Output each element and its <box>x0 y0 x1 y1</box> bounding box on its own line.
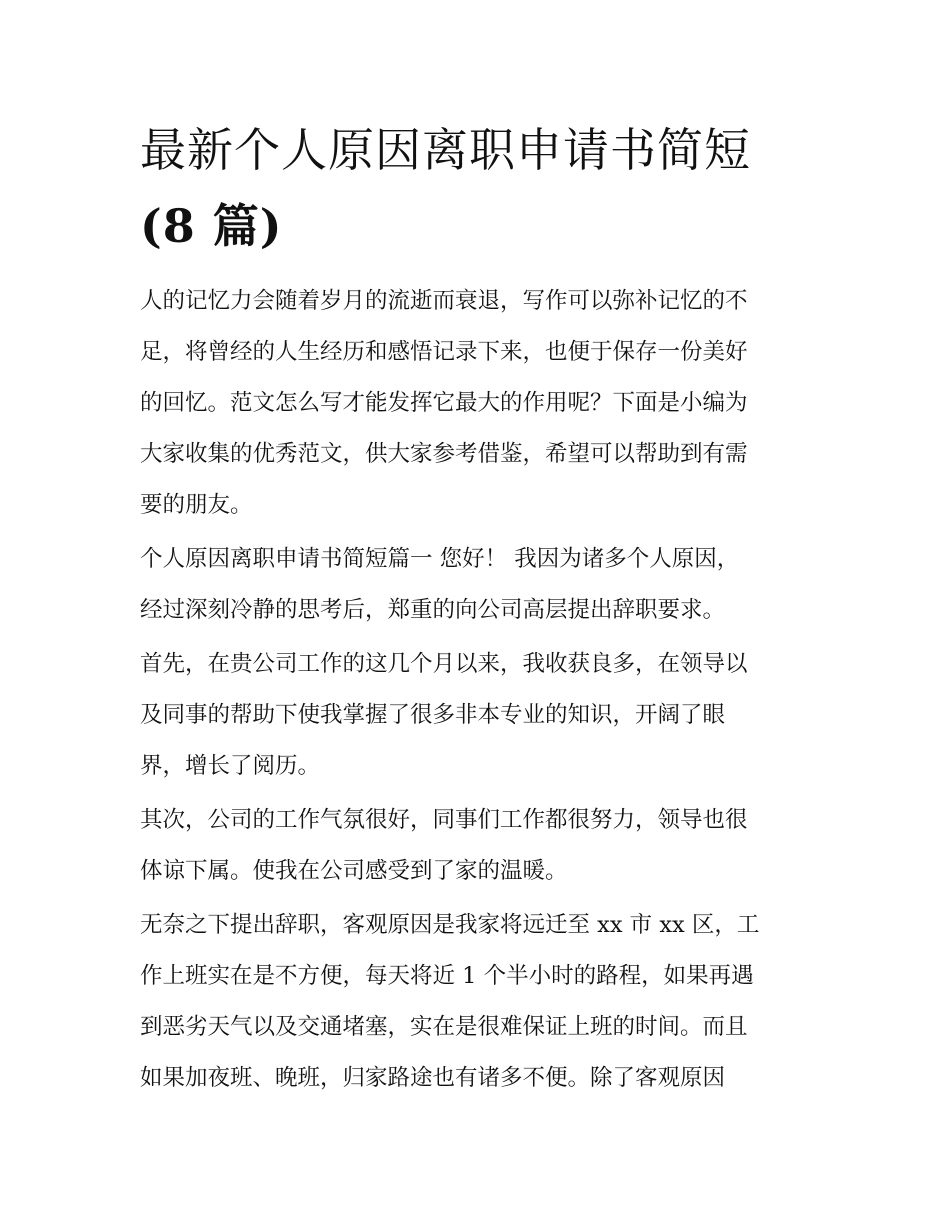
text-line: 人的记忆力会随着岁月的流逝而衰退，写作可以弥补记忆的不 <box>140 288 748 314</box>
text-line: 首先，在贵公司工作的这几个月以来，我收获良多，在领导以 <box>140 651 748 677</box>
title-line: 最新个人原因离职申请书简短 <box>140 123 751 177</box>
title-line: (8 篇) <box>140 199 283 253</box>
text-line: 作上班实在是不方便，每天将近 1 个半小时的路程，如果再遇 <box>140 963 754 989</box>
paragraph-reason <box>140 900 820 1104</box>
document-body <box>140 276 820 1107</box>
text-line: 大家收集的优秀范文，供大家参考借鉴，希望可以帮助到有需 <box>140 441 748 467</box>
paragraph-first <box>140 639 820 792</box>
text-line: 及同事的帮助下使我掌握了很多非本专业的知识，开阔了眼 <box>140 702 726 728</box>
text-line: 足，将曾经的人生经历和感悟记录下来，也便于保存一份美好 <box>140 339 748 365</box>
text-line: 经过深刻冷静的思考后，郑重的向公司高层提出辞职要求。 <box>140 597 726 623</box>
paragraph-second <box>140 795 820 897</box>
paragraph-intro <box>140 276 820 531</box>
text-line: 个人原因离职申请书简短篇一 您好！ 我因为诸多个人原因， <box>140 546 740 572</box>
document-title <box>140 112 820 264</box>
text-line: 其次，公司的工作气氛很好，同事们工作都很努力，领导也很 <box>140 807 748 833</box>
text-line: 无奈之下提出辞职，客观原因是我家将远迁至 xx 市 xx 区，工 <box>140 912 760 938</box>
paragraph-greeting <box>140 534 820 636</box>
text-line: 要的朋友。 <box>140 492 253 518</box>
text-line: 体谅下属。使我在公司感受到了家的温暖。 <box>140 858 568 884</box>
text-line: 的回忆。范文怎么写才能发挥它最大的作用呢？下面是小编为 <box>140 390 748 416</box>
text-line: 界，增长了阅历。 <box>140 753 321 779</box>
text-line: 到恶劣天气以及交通堵塞，实在是很难保证上班的时间。而且 <box>140 1014 748 1040</box>
text-line: 如果加夜班、晚班，归家路途也有诸多不便。除了客观原因 <box>140 1065 726 1091</box>
